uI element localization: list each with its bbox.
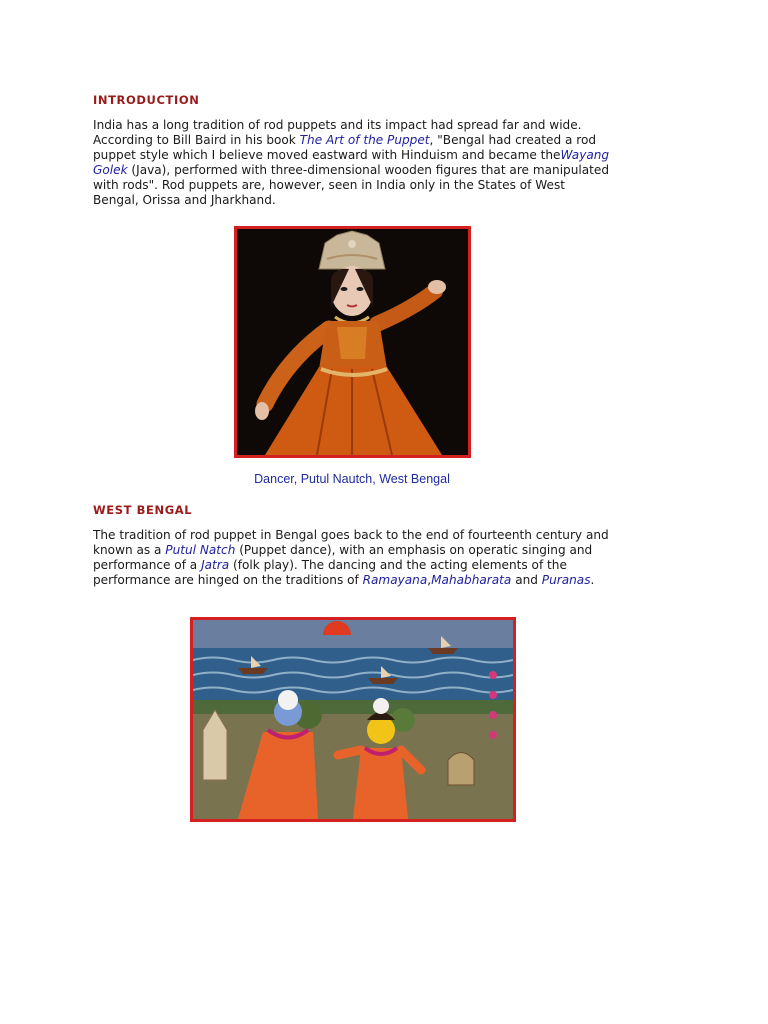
ramayana-term: Ramayana [362, 573, 428, 587]
text-run: and [511, 573, 542, 587]
text-run: (Java), performed with three-dimensional wooden figures that are manipulated with rods". Rod puppets are, however, seen in India only in the States of West Bengal, Orissa and Jharkhand. [93, 163, 610, 207]
puranas-term: Puranas [541, 573, 591, 587]
text-run: , "Bengal had created a rod puppet style which I believe moved eastward with Hinduism and became the [93, 133, 597, 162]
text-run: (folk play). The dancing and the acting elements of the performance are hinged on the traditions of [93, 558, 567, 587]
text-run: . [590, 573, 595, 587]
text-run: India has a long tradition of rod puppets and its impact had spread far and wide. According to Bill Baird in his book [93, 118, 582, 147]
putul-natch-term: Putul Natch [165, 543, 236, 557]
text-run: (Puppet dance), with an emphasis on operatic singing and performance of a [93, 543, 593, 572]
introduction-paragraph [93, 118, 613, 208]
puppet-stage-photo [190, 617, 516, 822]
section-heading-introduction: INTRODUCTION [93, 93, 200, 107]
section-heading-west-bengal: WEST BENGAL [93, 503, 193, 517]
mahabharata-term: Mahabharata [431, 573, 512, 587]
book-title: The Art of the Puppet [299, 133, 430, 147]
dancer-puppet-photo [234, 226, 471, 458]
jatra-term: Jatra [201, 558, 230, 572]
wayang-golek-term: Wayang Golek [93, 148, 610, 177]
text-run: The tradition of rod puppet in Bengal goes back to the end of fourteenth century and known as a [93, 528, 609, 557]
text-run: , [427, 573, 432, 587]
west-bengal-paragraph [93, 528, 613, 588]
figure-caption: Dancer, Putul Nautch, West Bengal [254, 472, 450, 486]
